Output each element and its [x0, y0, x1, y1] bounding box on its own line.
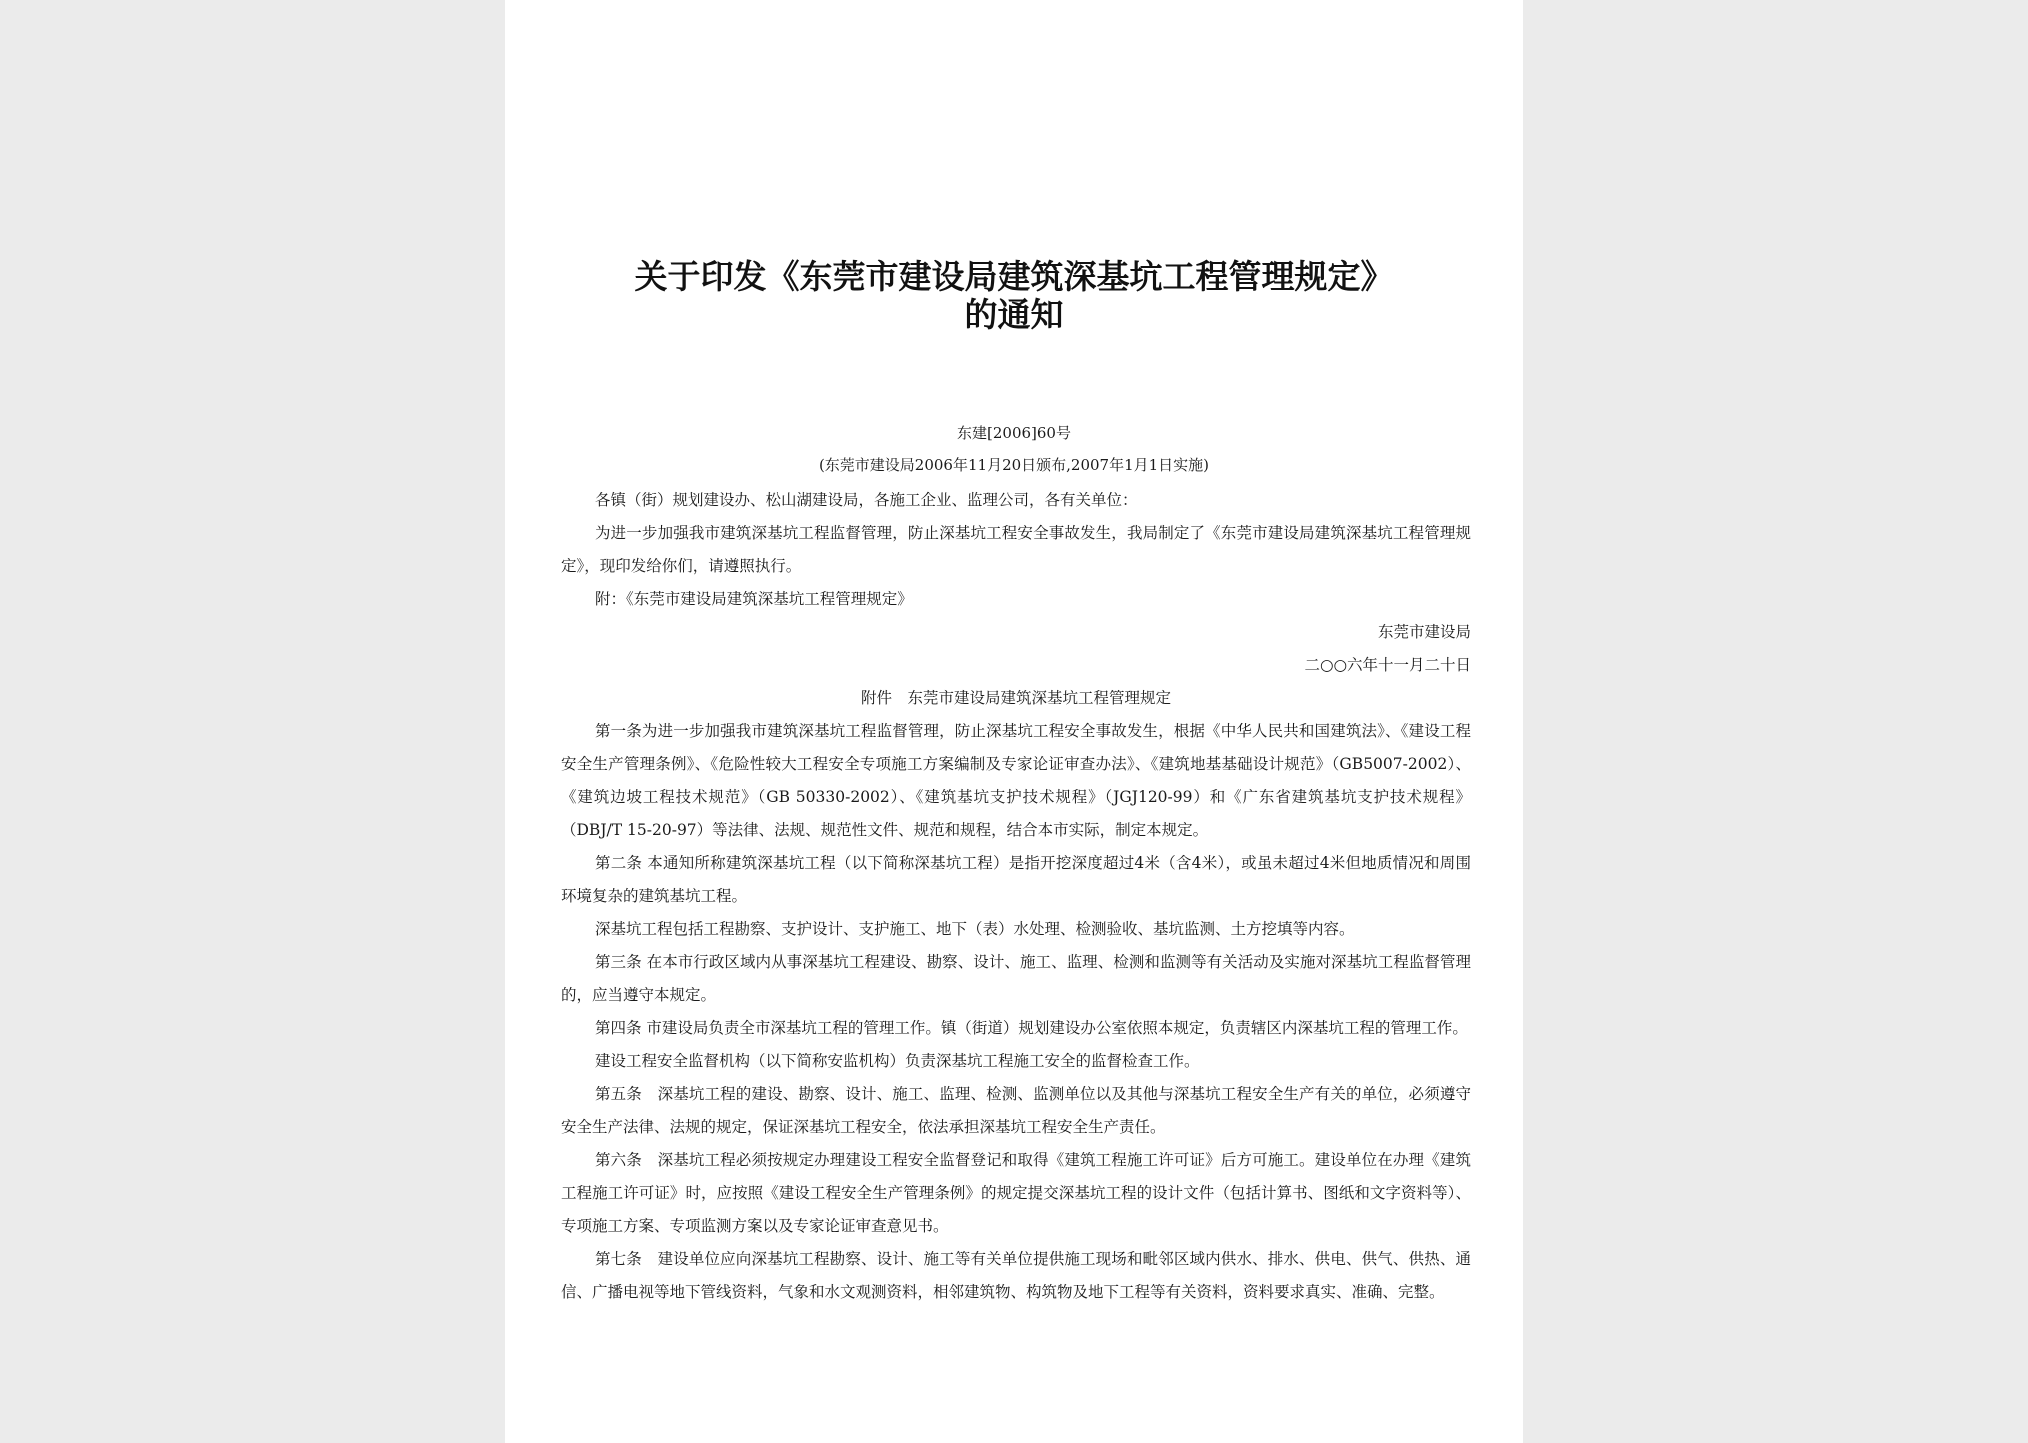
title-line-1: 关于印发《东莞市建设局建筑深基坑工程管理规定》 — [634, 257, 1394, 296]
article-paragraph: 第四条 市建设局负责全市深基坑工程的管理工作。镇（街道）规划建设办公室依照本规定，负责辖区内深基坑工程的管理工作。 — [595, 1019, 1468, 1037]
article-paragraph: 建设工程安全监督机构（以下简称安监机构）负责深基坑工程施工安全的监督检查工作。 — [595, 1052, 1200, 1070]
article-paragraph: 深基坑工程包括工程勘察、支护设计、支护施工、地下（表）水处理、检测验收、基坑监测、土方挖填等内容。 — [595, 920, 1355, 938]
issued-note: (东莞市建设局2006年11月20日颁布,2007年1月1日实施) — [818, 456, 1210, 474]
issue-date: 二○○六年十一月二十日 — [1304, 656, 1471, 674]
article-paragraph: 第五条 深基坑工程的建设、勘察、设计、施工、监理、检测、监测单位以及其他与深基坑工程安全生产有关的单位，必须遵守安全生产法律、法规的规定，保证深基坑工程安全，依法承担深基坑工程安全生产责任。 — [561, 1085, 1471, 1136]
addressee: 各镇（街）规划建设办、松山湖建设局，各施工企业、监理公司，各有关单位： — [595, 491, 1138, 509]
article-paragraph: 第七条 建设单位应向深基坑工程勘察、设计、施工等有关单位提供施工现场和毗邻区域内供水、排水、供电、供气、供热、通信、广播电视等地下管线资料，气象和水文观测资料，相邻建筑物、构筑物及地下工程等有关资料，资料要求真实、准确、完整。 — [561, 1250, 1471, 1301]
signatory: 东莞市建设局 — [1377, 623, 1471, 641]
document-page — [505, 0, 1523, 1443]
article-paragraph: 第一条为进一步加强我市建筑深基坑工程监督管理，防止深基坑工程安全事故发生，根据《中华人民共和国建筑法》、《建设工程安全生产管理条例》、《危险性较大工程安全专项施工方案编制及专家论证审查办法》、《建筑地基基础设计规范》（GB5007-2002）、《建筑边坡工程技术规范》（GB 50330-2002）、《建筑基坑支护技术规程》（JGJ120-99）和《广东省建筑基坑支护技术规程》（DBJ/T 15-20-97）等法律、法规、规范性文件、规范和规程，结合本市实际，制定本规定。 — [561, 722, 1471, 839]
article-paragraph: 第三条 在本市行政区域内从事深基坑工程建设、勘察、设计、施工、监理、检测和监测等有关活动及实施对深基坑工程监督管理的，应当遵守本规定。 — [561, 953, 1471, 1004]
attachment-title: 附件 东莞市建设局建筑深基坑工程管理规定 — [860, 689, 1171, 707]
title-line-2: 的通知 — [964, 295, 1064, 334]
document-number: 东建[2006]60号 — [957, 424, 1071, 442]
article-paragraph: 第六条 深基坑工程必须按规定办理建设工程安全监督登记和取得《建筑工程施工许可证》后方可施工。建设单位在办理《建筑工程施工许可证》时，应按照《建设工程安全生产管理条例》的规定提交深基坑工程的设计文件（包括计算书、图纸和文字资料等）、专项施工方案、专项监测方案以及专家论证审查意见书。 — [561, 1151, 1471, 1235]
document-title — [505, 258, 1523, 334]
attachment-note: 附：《东莞市建设局建筑深基坑工程管理规定》 — [595, 590, 913, 608]
article-paragraph: 第二条 本通知所称建筑深基坑工程（以下简称深基坑工程）是指开挖深度超过4米（含4米），或虽未超过4米但地质情况和周围环境复杂的建筑基坑工程。 — [561, 854, 1471, 905]
intro-paragraph: 为进一步加强我市建筑深基坑工程监督管理，防止深基坑工程安全事故发生，我局制定了《东莞市建设局建筑深基坑工程管理规定》，现印发给你们，请遵照执行。 — [561, 524, 1471, 575]
document-body — [561, 484, 1471, 1309]
